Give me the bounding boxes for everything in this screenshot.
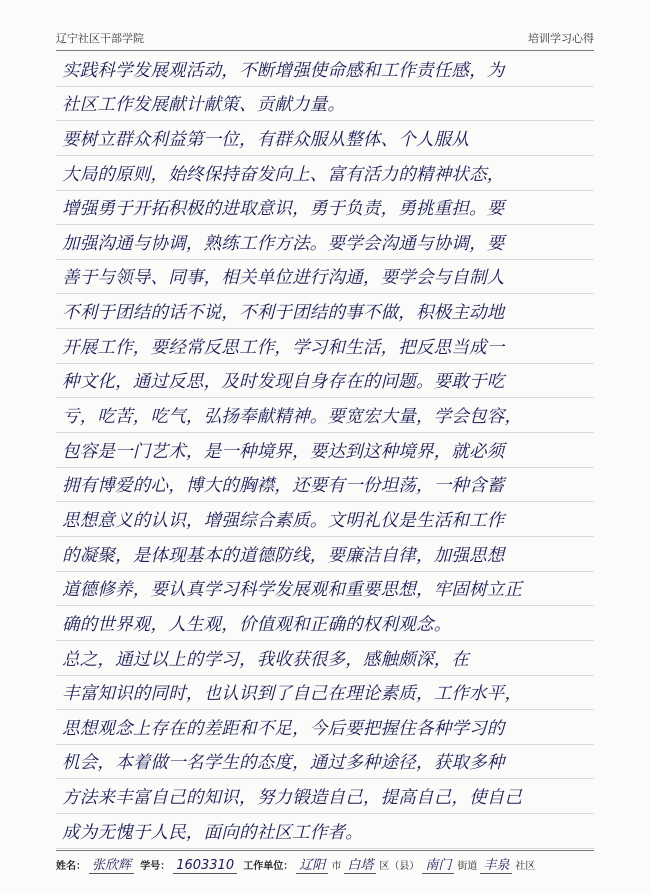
writing-line [56,156,594,191]
handwritten-line: 方法来丰富自己的知识，努力锻造自己，提高自己，使自己 [62,788,523,809]
handwritten-line: 拥有博爱的心，博大的胸襟，还要有一份坦荡，一种含蓄 [62,476,505,497]
handwritten-line: 确的世界观，人生观，价值观和正确的权利观念。 [62,614,452,635]
writing-line [56,606,594,641]
writing-line [56,398,594,433]
handwritten-line: 道德修养，要认真学习科学发展观和重要思想，牢固树立正 [62,580,523,601]
work-unit-label: 工作单位： [243,861,294,872]
writing-line [56,121,594,156]
writing-line [56,710,594,745]
handwritten-line: 机会，本着做一名学生的态度，通过多种途径，获取多种 [62,753,505,774]
writing-line [56,572,594,607]
page-header [56,26,594,46]
writing-line [56,433,594,468]
handwritten-line: 不利于团结的话不说，不利于团结的事不做，积极主动地 [62,303,505,324]
writing-line [56,52,594,87]
community-suffix: 社区 [515,861,536,872]
city-value: 辽阳 [296,858,328,874]
writing-line [56,468,594,503]
name-value: 张欣辉 [89,858,134,874]
name-label: 姓名： [56,861,86,872]
handwritten-line: 要树立群众利益第一位，有群众服从整体、个人服从 [62,129,470,150]
street-suffix: 街道 [457,861,478,872]
handwritten-line: 丰富知识的同时，也认识到了自己在理论素质，工作水平， [62,684,523,705]
handwritten-line: 善于与领导、同事，相关单位进行沟通，要学会与自制人 [62,268,505,289]
handwritten-line: 思想观念上存在的差距和不足，今后要把握住各种学习的 [62,718,505,739]
district-suffix: 区（县） [379,861,420,872]
handwritten-line: 亏，吃苦，吃气，弘扬奉献精神。要宽宏大量，学会包容， [62,407,523,428]
handwritten-line: 大局的原则，始终保持奋发向上、富有活力的精神状态， [62,164,505,185]
writing-line [56,745,594,780]
writing-line [56,641,594,676]
ruled-writing-area [56,52,594,849]
page-footer [56,854,616,876]
city-suffix: 市 [331,861,342,872]
handwritten-line: 包容是一门艺术，是一种境界，要达到这种境界，就必须 [62,441,505,462]
writing-line [56,260,594,295]
handwritten-line: 思想意义的认识，增强综合素质。文明礼仪是生活和工作 [62,510,505,531]
handwritten-line: 社区工作发展献计献策、贡献力量。 [62,95,346,116]
handwritten-line: 实践科学发展观活动，不断增强使命感和工作责任感，为 [62,60,505,81]
handwritten-line: 的凝聚，是体现基本的道德防线，要廉洁自律，加强思想 [62,545,505,566]
handwritten-line: 种文化，通过反思，及时发现自身存在的问题。要敢于吃 [62,372,505,393]
writing-line [56,364,594,399]
handwritten-line: 开展工作，要经常反思工作，学习和生活，把反思当成一 [62,337,505,358]
handwritten-line: 增强勇于开拓积极的进取意识，勇于负责，勇挑重担。要 [62,199,505,220]
street-value: 南门 [422,858,454,874]
writing-line [56,676,594,711]
student-id-label: 学号： [140,861,171,872]
footer-rule [56,850,594,851]
document-type: 培训学习心得 [528,32,594,45]
handwritten-line: 总之，通过以上的学习，我收获很多，感触颇深，在 [62,649,470,670]
writing-line [56,191,594,226]
header-rule [56,50,594,51]
writing-line [56,225,594,260]
writing-line [56,294,594,329]
writing-line [56,779,594,814]
writing-line [56,537,594,572]
writing-line [56,502,594,537]
student-id-value: 1603310 [173,858,237,874]
handwritten-line: 成为无愧于人民，面向的社区工作者。 [62,822,363,843]
community-value: 丰泉 [480,858,512,874]
district-value: 白塔 [344,858,376,874]
handwritten-line: 加强沟通与协调，熟练工作方法。要学会沟通与协调，要 [62,233,505,254]
writing-line [56,814,594,849]
writing-line [56,87,594,122]
writing-line [56,329,594,364]
institution-name: 辽宁社区干部学院 [56,32,144,45]
